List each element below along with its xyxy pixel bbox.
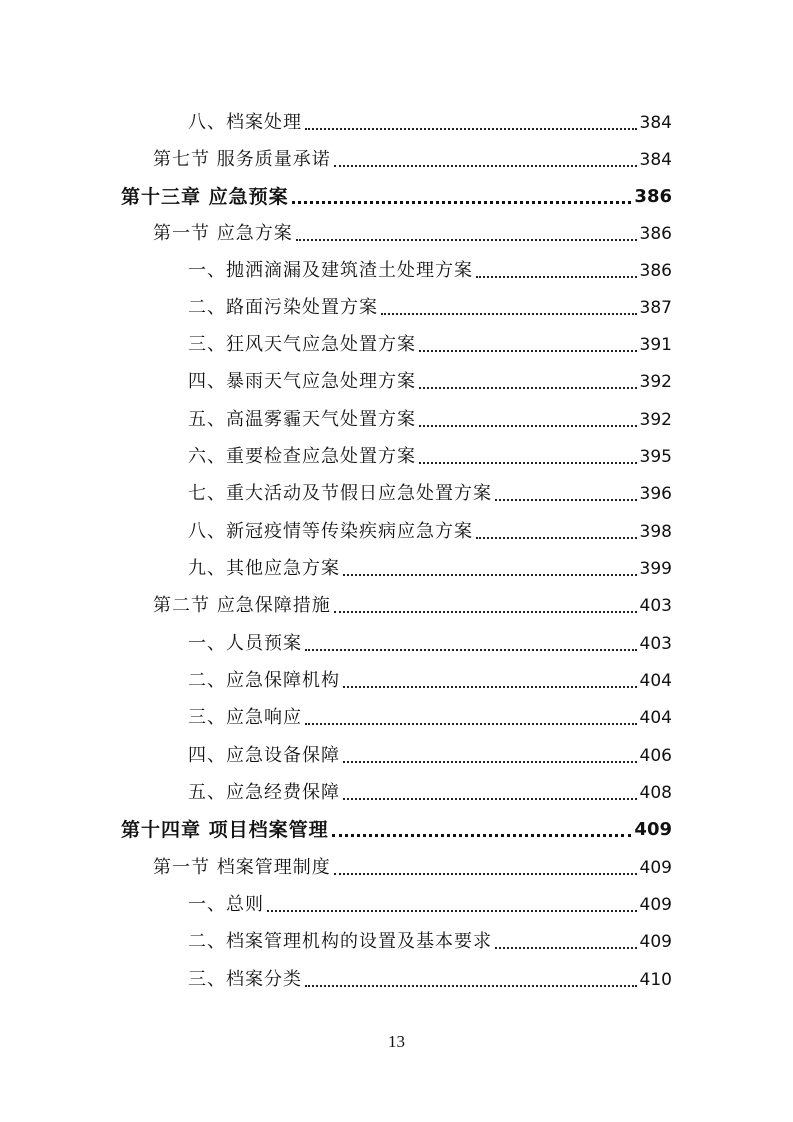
toc-entry[interactable] [153, 851, 672, 879]
toc-entry[interactable] [188, 739, 672, 767]
toc-entry-page: 386 [634, 186, 672, 207]
toc-entry-title: 第一节 应急方案 [153, 223, 293, 244]
toc-entry-title: 二、应急保障机构 [188, 670, 340, 691]
toc-entry-page: 392 [639, 372, 672, 392]
toc-entry-page: 398 [639, 522, 672, 542]
toc-leader-dots [305, 649, 637, 651]
toc-entry-page: 384 [639, 150, 672, 170]
toc-entry[interactable] [188, 515, 672, 543]
toc-leader-dots [476, 276, 637, 278]
toc-entry[interactable] [188, 925, 672, 953]
toc-entry-page: 406 [639, 746, 672, 766]
toc-entry-page: 410 [639, 970, 672, 990]
toc-leader-dots [292, 201, 632, 204]
page-number: 13 [388, 1032, 405, 1051]
toc-leader-dots [495, 947, 637, 949]
toc-entry-title: 第十四章 项目档案管理 [121, 819, 329, 841]
toc-entry[interactable] [188, 888, 672, 916]
toc-leader-dots [381, 313, 637, 315]
toc-entry-title: 八、档案处理 [188, 112, 302, 133]
toc-entry[interactable] [188, 328, 672, 356]
toc-entry-page: 399 [639, 559, 672, 579]
toc-entry-title: 六、重要检查应急处置方案 [188, 446, 416, 467]
toc-leader-dots [343, 574, 637, 576]
toc-entry[interactable] [188, 664, 672, 692]
toc-entry-title: 四、暴雨天气应急处理方案 [188, 371, 416, 392]
toc-entry-title: 一、人员预案 [188, 633, 302, 654]
toc-leader-dots [305, 985, 637, 987]
toc-entry-page: 384 [639, 113, 672, 133]
toc-leader-dots [305, 723, 637, 725]
toc-leader-dots [419, 462, 637, 464]
toc-entry-page: 404 [639, 671, 672, 691]
toc-entry[interactable] [188, 477, 672, 505]
toc-entry-page: 386 [639, 261, 672, 281]
toc-leader-dots [419, 425, 637, 427]
toc-entry[interactable] [188, 365, 672, 393]
toc-entry-title: 八、新冠疫情等传染疾病应急方案 [188, 521, 473, 542]
toc-leader-dots [419, 387, 637, 389]
toc-leader-dots [334, 165, 637, 167]
toc-entry-page: 403 [639, 596, 672, 616]
toc-entry[interactable] [188, 627, 672, 655]
toc-leader-dots [343, 798, 637, 800]
toc-entry[interactable] [188, 552, 672, 580]
toc-entry-page: 409 [639, 932, 672, 952]
toc-entry[interactable] [188, 106, 672, 134]
toc-entry-title: 第十三章 应急预案 [121, 186, 289, 208]
toc-entry-title: 九、其他应急方案 [188, 558, 340, 579]
toc-entry-title: 七、重大活动及节假日应急处置方案 [188, 483, 492, 504]
toc-entry[interactable] [153, 217, 672, 245]
toc-entry-title: 二、路面污染处置方案 [188, 297, 378, 318]
toc-entry-title: 三、狂风天气应急处置方案 [188, 334, 416, 355]
toc-entry-title: 一、抛洒滴漏及建筑渣土处理方案 [188, 260, 473, 281]
toc-entry[interactable] [188, 963, 672, 991]
toc-entry[interactable] [153, 143, 672, 171]
toc-entry-page: 386 [639, 224, 672, 244]
toc-entry-page: 396 [639, 484, 672, 504]
toc-entry-page: 403 [639, 634, 672, 654]
toc-entry-page: 392 [639, 410, 672, 430]
toc-entry-title: 一、总则 [188, 894, 264, 915]
toc-entry-page: 404 [639, 708, 672, 728]
toc-entry[interactable] [188, 403, 672, 431]
toc-entry-title: 二、档案管理机构的设置及基本要求 [188, 931, 492, 952]
toc-leader-dots [419, 350, 637, 352]
toc-entry-page: 409 [639, 858, 672, 878]
toc-leader-dots [343, 761, 637, 763]
toc-entry[interactable] [188, 291, 672, 319]
toc-entry-title: 四、应急设备保障 [188, 745, 340, 766]
toc-leader-dots [343, 686, 637, 688]
toc-leader-dots [332, 834, 632, 837]
toc-entry-title: 五、应急经费保障 [188, 782, 340, 803]
toc-entry-title: 第一节 档案管理制度 [153, 857, 331, 878]
toc-entry[interactable] [188, 776, 672, 804]
toc-entry-title: 五、高温雾霾天气处置方案 [188, 409, 416, 430]
toc-entry-page: 387 [639, 298, 672, 318]
toc-entry-page: 391 [639, 335, 672, 355]
toc-leader-dots [296, 239, 637, 241]
toc-leader-dots [334, 611, 637, 613]
toc-entry-page: 409 [639, 895, 672, 915]
toc-entry-title: 三、档案分类 [188, 969, 302, 990]
toc-leader-dots [334, 873, 637, 875]
toc-entry[interactable] [188, 440, 672, 468]
toc-entry-title: 第七节 服务质量承诺 [153, 149, 331, 170]
toc-entry-page: 395 [639, 447, 672, 467]
toc-entry-page: 409 [634, 819, 672, 840]
toc-chapter-entry[interactable] [121, 180, 672, 208]
toc-leader-dots [267, 910, 637, 912]
toc-entry-title: 三、应急响应 [188, 707, 302, 728]
toc-leader-dots [305, 128, 637, 130]
toc-leader-dots [495, 499, 637, 501]
toc-entry[interactable] [188, 701, 672, 729]
toc-entry[interactable] [153, 589, 672, 617]
toc-entry-title: 第二节 应急保障措施 [153, 595, 331, 616]
toc-chapter-entry[interactable] [121, 813, 672, 841]
toc-entry-page: 408 [639, 783, 672, 803]
toc-leader-dots [476, 537, 637, 539]
toc-entry[interactable] [188, 254, 672, 282]
